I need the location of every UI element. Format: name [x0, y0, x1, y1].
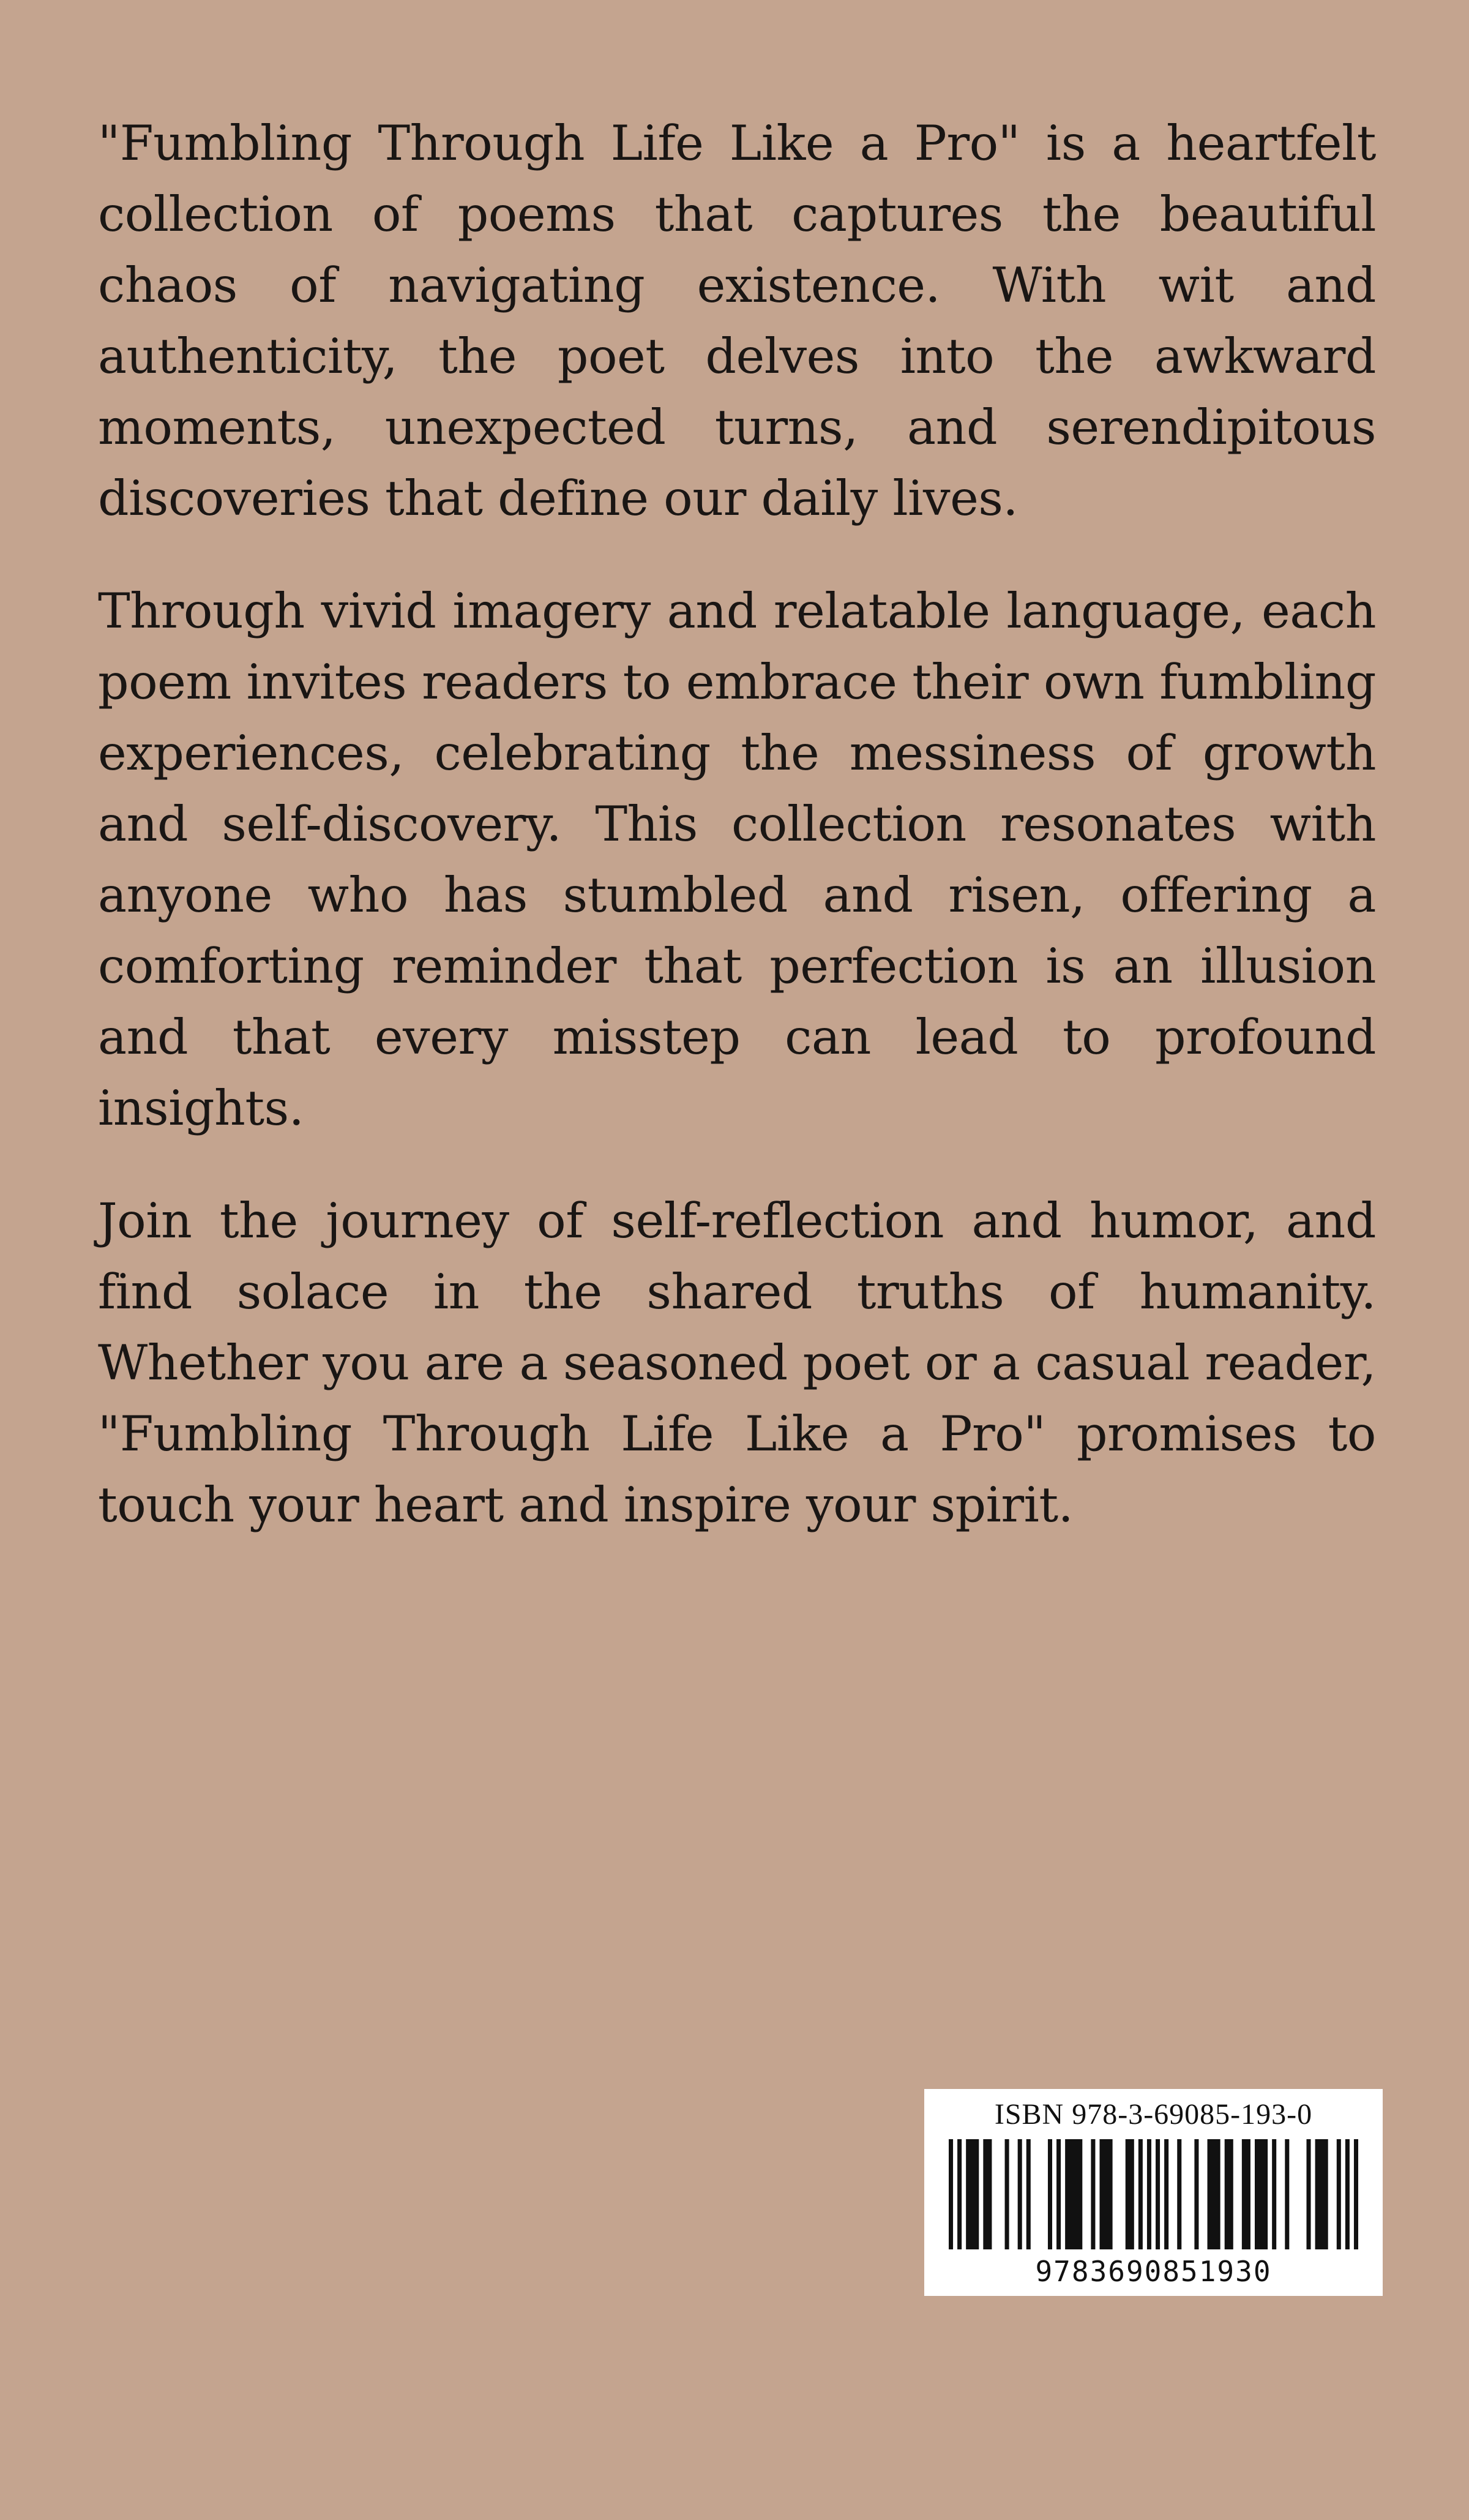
barcode-bar — [1005, 2139, 1009, 2249]
blurb-text — [98, 108, 1376, 1582]
barcode-bar — [1065, 2139, 1082, 2249]
blurb-paragraph-3: Join the journey of self-reflection and humor, and find solace in the shared truths of humanity. Whether you are a seasoned poet or a casual reader, "Fumbling Through Life Like a Pro" promises to touch your heart and inspire your spirit. — [98, 1193, 1376, 1533]
barcode-bar — [1225, 2139, 1233, 2249]
blurb-paragraph-2: Through vivid imagery and relatable language, each poem invites readers to embrace their own fumbling experiences, celebrating the messiness of growth and self-discovery. This collection resonates with anyone who has stumbled and risen, offering a comforting reminder that perfection is an illusion and that every misstep can lead to profound insights. — [98, 583, 1376, 1136]
barcode-bar — [949, 2139, 953, 2249]
barcode-icon — [949, 2139, 1358, 2249]
isbn-barcode-block — [924, 2089, 1383, 2296]
barcode-bar — [1147, 2139, 1151, 2249]
barcode-bar — [1255, 2139, 1268, 2249]
barcode-bar — [1354, 2139, 1358, 2249]
barcode-bar — [957, 2139, 962, 2249]
barcode-digits: 9783690851930 — [1035, 2255, 1272, 2288]
barcode-bar — [1285, 2139, 1289, 2249]
barcode-bar — [983, 2139, 992, 2249]
barcode-bar — [1242, 2139, 1250, 2249]
barcode-bar — [1156, 2139, 1160, 2249]
barcode-bar — [966, 2139, 979, 2249]
blurb-paragraph-1: "Fumbling Through Life Like a Pro" is a heartfelt collection of poems that captures the beautiful chaos of navigating existence. With wit and authenticity, the poet delves into the awkward moments, unexpected turns, and serendipitous discoveries that define our daily lives. — [98, 115, 1376, 527]
isbn-label: ISBN 978-3-69085-193-0 — [994, 2098, 1313, 2131]
barcode-bar — [1272, 2139, 1276, 2249]
barcode-bar — [1026, 2139, 1031, 2249]
barcode-bar — [1337, 2139, 1341, 2249]
barcode-bar — [1091, 2139, 1095, 2249]
barcode-bar — [1315, 2139, 1328, 2249]
barcode-bar — [1177, 2139, 1181, 2249]
barcode-bar — [1208, 2139, 1220, 2249]
barcode-bar — [1164, 2139, 1168, 2249]
barcode-bar — [1048, 2139, 1052, 2249]
barcode-bar — [1018, 2139, 1022, 2249]
barcode-bar — [1138, 2139, 1143, 2249]
barcode-bar — [1099, 2139, 1112, 2249]
barcode-bar — [1306, 2139, 1310, 2249]
barcode-bar — [1126, 2139, 1134, 2249]
barcode-bar — [1056, 2139, 1061, 2249]
barcode-bar — [1345, 2139, 1350, 2249]
barcode-bar — [1194, 2139, 1198, 2249]
